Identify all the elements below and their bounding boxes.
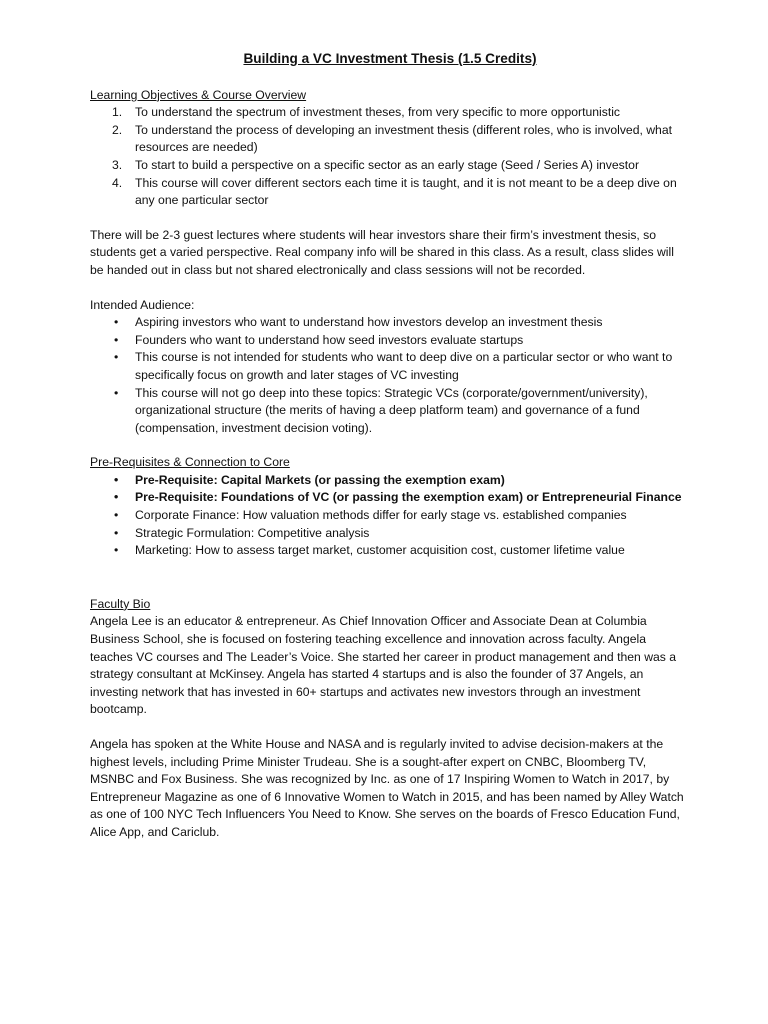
bullet-marker: • [114,508,119,523]
faculty-bio-paragraph: Angela has spoken at the White House and NASA and is regularly invited to advise decision-makers at the highest levels, including Prime Minister Trudeau. She is a sought-after expert on CNBC, Bloomberg TV, MSNBC and Fox Business. She was recognized by Inc. as one of 17 Inspiring Women to Watch in 2017, by Entrepreneur Magazine as one of 6 Innovative Women to Watch in 2015, and has been named by Alley Watch as one of 100 NYC Tech Influencers You Need to Know. She serves on the boards of Fresco Education Fund, Alice App, and Cariclub. [90,737,684,839]
list-item-text: Aspiring investors who want to understand how investors develop an investment thesis [135,315,603,330]
prerequisites-list [90,472,690,560]
list-item-text: To start to build a perspective on a specific sector as an early stage (Seed / Series A) investor [135,157,639,172]
bullet-marker: • [114,543,119,558]
list-item [90,122,690,157]
learning-objectives-heading: Learning Objectives & Course Overview [90,87,307,102]
bullet-marker: • [114,315,119,330]
learning-objectives-list [90,104,690,210]
list-item [90,525,690,543]
intended-audience-list [90,314,690,437]
bullet-marker: • [114,472,119,487]
list-item-text: Corporate Finance: How valuation methods differ for early stage vs. established companies [135,508,627,523]
list-item-text: This course is not intended for students who want to deep dive on a particular sector or who want to specifically focus on growth and later stages of VC investing [135,350,673,382]
list-marker: 1. [112,105,123,120]
list-item [90,489,690,507]
prerequisites-heading: Pre-Requisites & Connection to Core [90,455,290,470]
list-item [90,175,690,210]
list-marker: 3. [112,157,123,172]
bullet-marker: • [114,385,119,400]
list-item [90,349,690,384]
intended-audience-heading: Intended Audience: [90,297,195,312]
list-item-text: To understand the spectrum of investment theses, from very specific to more opportunistic [135,105,621,120]
bullet-marker: • [114,350,119,365]
faculty-bio-paragraph: Angela Lee is an educator & entrepreneur. As Chief Innovation Officer and Associate Dean at Columbia Business School, she is focused on fostering teaching excellence and innovation across faculty. Angela teaches VC courses and The Leader’s Voice. She started her career in product management and then was a strategy consultant at McKinsey. Angela has started 4 startups and is also the founder of 37 Angels, an investing network that has invested in 60+ startups and activates new investors through an investment bootcamp. [90,614,677,717]
bullet-marker: • [114,332,119,347]
list-item-text: Marketing: How to assess target market, customer acquisition cost, customer lifetime value [135,543,625,558]
list-item [90,507,690,525]
list-item [90,314,690,332]
list-item-text: Pre-Requisite: Capital Markets (or passing the exemption exam) [135,472,505,487]
list-item-text: To understand the process of developing an investment thesis (different roles, who is involved, what resources are needed) [135,122,673,155]
list-item-text: This course will cover different sectors each time it is taught, and it is not meant to be a deep dive on any one particular sector [135,175,677,208]
list-marker: 2. [112,122,123,137]
faculty-bio-heading: Faculty Bio [90,596,151,611]
list-item [90,104,690,122]
bullet-marker: • [114,490,119,505]
list-item [90,542,690,560]
list-item [90,385,690,438]
list-item-text: This course will not go deep into these topics: Strategic VCs (corporate/government/university), organizational structure (the merits of having a deep platform team) and governance of a fund (compensation, investment decision voting). [135,385,648,435]
guest-lectures-paragraph: There will be 2-3 guest lectures where students will hear investors share their firm’s investment thesis, so students get a varied perspective. Real company info will be shared in this class. As a result, class slides will be handed out in class but not shared electronically and class sessions will not be recorded. [90,227,674,277]
document-page [90,50,690,842]
document-title: Building a VC Investment Thesis (1.5 Credits) [243,51,537,66]
list-item [90,472,690,490]
list-item-text: Pre-Requisite: Foundations of VC (or passing the exemption exam) or Entrepreneurial Finance [135,490,682,505]
list-item-text: Founders who want to understand how seed investors evaluate startups [135,332,524,347]
list-item [90,157,690,175]
list-item-text: Strategic Formulation: Competitive analysis [135,525,370,540]
bullet-marker: • [114,525,119,540]
list-item [90,332,690,350]
list-marker: 4. [112,175,123,190]
